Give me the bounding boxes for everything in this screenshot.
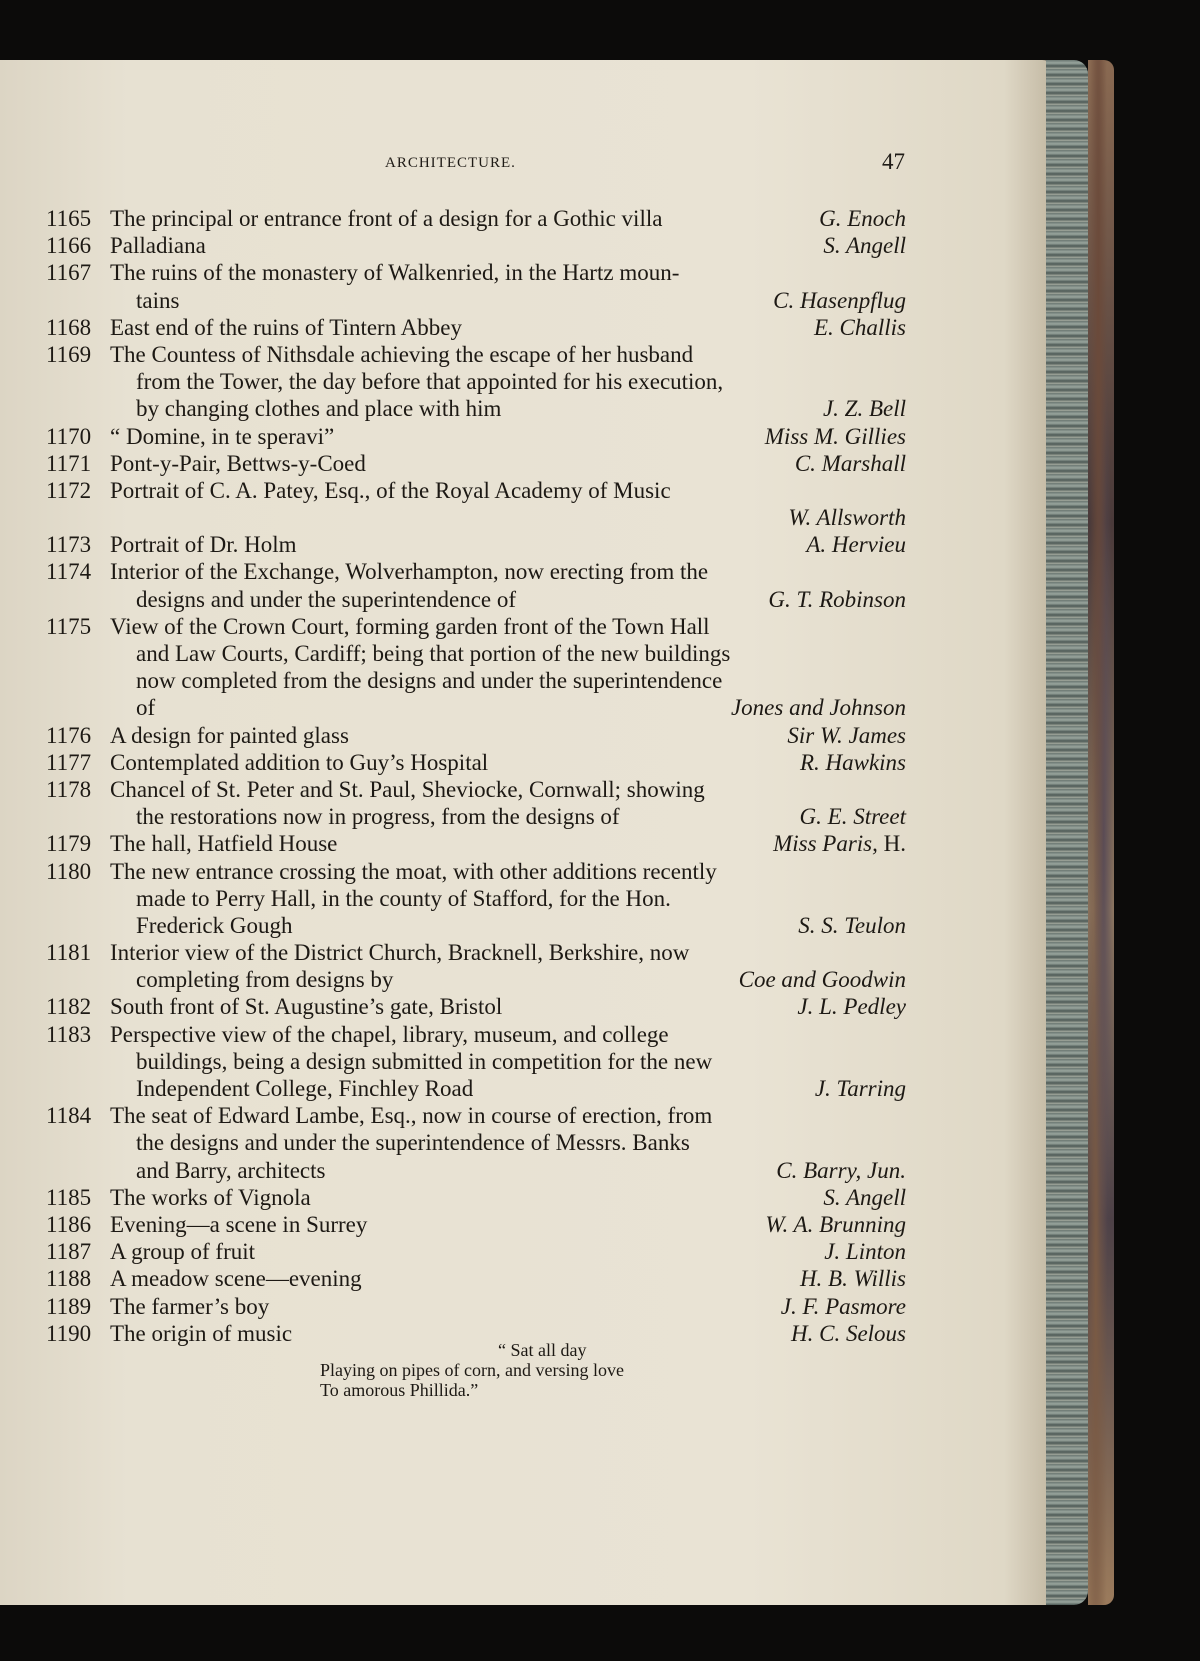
catalogue-entry (46, 423, 906, 450)
entry-number: 1184 (46, 1103, 92, 1129)
entry-number: 1169 (46, 341, 92, 367)
catalogue-entry (46, 341, 906, 423)
artist-name: G. Enoch (819, 206, 906, 231)
entry-artist (823, 395, 906, 422)
catalogue-entry (46, 205, 906, 232)
catalogue-entry (46, 1211, 906, 1238)
artist-name: S. S. Teulon (798, 912, 906, 938)
artist-name: C. Barry, Jun. (776, 1157, 906, 1183)
entry-number: 1181 (46, 940, 92, 966)
entry-line-continued (46, 1157, 906, 1184)
marbled-cover (1088, 60, 1114, 1605)
artist-name: C. Hasenpflug (773, 287, 906, 313)
entry-title-text: View of the Crown Court, forming garden front of the Town Hall (110, 613, 710, 639)
entry-title-text: “ Domine, in te speravi” (110, 423, 335, 449)
entry-title-text: from the Tower, the day before that appointed for his execution, (136, 369, 724, 395)
entry-line-continued (46, 368, 906, 395)
entry-number: 1187 (46, 1239, 92, 1265)
entry-title-text: The origin of music (110, 1320, 293, 1346)
catalogue-entry (46, 993, 906, 1020)
artist-name: J. Z. Bell (822, 396, 906, 422)
entry-line-first (46, 450, 906, 477)
entry-line-continued (46, 586, 906, 613)
entry-title-text: Interior of the Exchange, Wolverhampton, now erecting from the (110, 559, 709, 585)
entry-title-text: Frederick Gough (136, 912, 293, 938)
catalogue-entry (46, 450, 906, 477)
entry-artist (823, 232, 906, 259)
catalogue-entry (46, 1265, 906, 1292)
entry-title-text: Perspective view of the chapel, library, museum, and college (110, 1021, 669, 1047)
artist-name: Miss M. Gillies (764, 423, 906, 449)
entry-artist (819, 205, 906, 232)
catalogue-entry (46, 1102, 906, 1184)
catalogue-entry (46, 1293, 906, 1320)
catalogue-entry (46, 830, 906, 857)
entry-title-text: Contemplated addition to Guy’s Hospital (110, 749, 489, 775)
catalogue-entry (46, 477, 906, 531)
entry-line-continued (46, 287, 906, 314)
entry-number: 1166 (46, 233, 92, 259)
section-title: ARCHITECTURE. (385, 155, 516, 171)
entry-line-continued (46, 1129, 906, 1156)
artist-name: H. C. Selous (791, 1320, 906, 1346)
entry-number: 1189 (46, 1293, 92, 1319)
entry-number: 1174 (46, 559, 92, 585)
entry-title-text: Evening—a scene in Surrey (110, 1211, 368, 1237)
entry-artist (800, 803, 906, 830)
entry-line-first (46, 341, 906, 368)
entry-number: 1165 (46, 206, 92, 231)
entry-line-continued (46, 640, 906, 667)
page-edges (1046, 60, 1088, 1605)
entry-title-text: The works of Vignola (110, 1184, 311, 1210)
entry-line-first (46, 314, 906, 341)
entry-artist (824, 1238, 906, 1265)
epigraph-line: Playing on pipes of corn, and versing love (320, 1360, 624, 1380)
artist-name: J. Linton (824, 1239, 906, 1265)
entry-title-text: A group of fruit (110, 1239, 256, 1265)
entry-artist (791, 1320, 906, 1347)
entry-artist (765, 423, 906, 450)
epigraph (320, 1340, 720, 1400)
entry-artist (797, 993, 906, 1020)
entry-line-continued (46, 694, 906, 721)
entry-line-first (46, 993, 906, 1020)
artist-name: H. B. Willis (799, 1266, 906, 1292)
entry-artist (739, 966, 906, 993)
entry-artist (806, 531, 906, 558)
catalogue-entry (46, 232, 906, 259)
artist-suffix: H. (883, 831, 906, 857)
entry-title-text: South front of St. Augustine’s gate, Bristol (110, 994, 503, 1020)
entry-number: 1185 (46, 1184, 92, 1210)
entry-line-first (46, 1102, 906, 1129)
artist-name: W. A. Brunning (765, 1211, 906, 1237)
entry-number: 1182 (46, 994, 92, 1020)
entry-artist (798, 912, 906, 939)
entry-title-text: East end of the ruins of Tintern Abbey (110, 314, 462, 340)
artist-name: J. L. Pedley (797, 994, 906, 1020)
entry-number: 1171 (46, 450, 92, 476)
entry-title-text: tains (136, 287, 180, 313)
entry-number: 1173 (46, 532, 92, 558)
entry-line-first (46, 205, 906, 232)
entry-title-text: of (136, 695, 156, 721)
entry-number: 1183 (46, 1021, 92, 1047)
entry-line-first (46, 858, 906, 885)
entry-title-text: Chancel of St. Peter and St. Paul, Sheviocke, Cornwall; showing (110, 776, 705, 802)
entry-line-first (46, 477, 906, 504)
catalogue-entry (46, 1184, 906, 1211)
catalogue-entry (46, 314, 906, 341)
artist-name: G. T. Robinson (768, 586, 906, 612)
entry-line-continued (46, 1048, 906, 1075)
entry-line-first (46, 749, 906, 776)
artist-name: Jones and Johnson (730, 695, 906, 721)
artist-name: Sir W. James (787, 722, 906, 748)
entry-line-first (46, 531, 906, 558)
catalogue-entry (46, 858, 906, 940)
entry-artist (773, 830, 906, 857)
entry-line-first (46, 232, 906, 259)
artist-name: S. Angell (823, 233, 906, 259)
entry-number: 1190 (46, 1320, 92, 1346)
artist-name: J. F. Pasmore (780, 1293, 906, 1319)
entry-artist (773, 287, 906, 314)
epigraph-line: “ Sat all day (498, 1340, 587, 1360)
catalogue-entry (46, 1021, 906, 1103)
entry-title-text: The farmer’s boy (110, 1293, 270, 1319)
catalogue-entry (46, 749, 906, 776)
entry-title-text: The hall, Hatfield House (110, 831, 338, 857)
catalogue-list (46, 205, 906, 1347)
entry-title-text: The principal or entrance front of a design for a Gothic villa (110, 206, 663, 231)
entry-artist (787, 722, 906, 749)
catalogue-entry (46, 722, 906, 749)
entry-line-first (46, 1211, 906, 1238)
entry-number: 1177 (46, 749, 92, 775)
entry-line-first (46, 1293, 906, 1320)
entry-artist (814, 314, 906, 341)
entry-artist (781, 1293, 906, 1320)
entry-title-text: buildings, being a design submitted in competition for the new (136, 1048, 713, 1074)
artist-name: E. Challis (813, 314, 906, 340)
entry-line-first (46, 1238, 906, 1265)
artist-name: W. Allsworth (788, 505, 906, 531)
entry-line-continued (46, 885, 906, 912)
entry-artist (800, 1265, 906, 1292)
artist-name: Miss Paris, (773, 831, 878, 857)
entry-title-text: the restorations now in progress, from the designs of (136, 804, 620, 830)
entry-title-text: Independent College, Finchley Road (136, 1076, 474, 1101)
entry-title-text: designs and under the superintendence of (136, 586, 517, 612)
entry-title-text: Pont-y-Pair, Bettws-y-Coed (110, 450, 366, 476)
entry-line-continued (46, 803, 906, 830)
entry-line-continued (46, 966, 906, 993)
entry-line-first (46, 423, 906, 450)
entry-artist (731, 694, 906, 721)
catalogue-entry (46, 613, 906, 722)
entry-title-text: and Barry, architects (136, 1157, 326, 1183)
entry-line-continued (46, 395, 906, 422)
entry-line-first (46, 259, 906, 286)
entry-number: 1176 (46, 722, 92, 748)
entry-artist (823, 1184, 906, 1211)
entry-line-first (46, 830, 906, 857)
entry-line-first (46, 939, 906, 966)
entry-title-text: A design for painted glass (110, 722, 349, 748)
artist-name: A. Hervieu (806, 532, 906, 558)
entry-line-first (46, 558, 906, 585)
artist-name: J. Tarring (814, 1076, 906, 1101)
entry-title-text: Interior view of the District Church, Bracknell, Berkshire, now (110, 940, 690, 966)
entry-title-text: completing from designs by (136, 967, 394, 993)
artist-name: R. Hawkins (799, 749, 906, 775)
entry-line-continued (46, 504, 906, 531)
entry-artist (768, 586, 906, 613)
artist-name: G. E. Street (799, 804, 906, 830)
entry-number: 1188 (46, 1266, 92, 1292)
catalogue-entry (46, 558, 906, 612)
entry-title-text: The ruins of the monastery of Walkenried, in the Hartz moun- (110, 260, 680, 286)
entry-title-text: and Law Courts, Cardiff; being that portion of the new buildings (136, 641, 731, 666)
entry-title-text: the designs and under the superintendence of Messrs. Banks (136, 1130, 690, 1156)
entry-line-first (46, 613, 906, 640)
epigraph-line: To amorous Phillida.” (320, 1380, 479, 1400)
entry-number: 1186 (46, 1211, 92, 1237)
entry-title-text: made to Perry Hall, in the county of Stafford, for the Hon. (136, 885, 671, 911)
catalogue-entry (46, 259, 906, 313)
entry-artist (815, 1075, 906, 1102)
entry-number: 1178 (46, 776, 92, 802)
entry-title-text: Portrait of Dr. Holm (110, 532, 297, 558)
entry-line-first (46, 1184, 906, 1211)
catalogue-entry (46, 531, 906, 558)
entry-number: 1179 (46, 831, 92, 857)
entry-line-first (46, 776, 906, 803)
entry-line-continued (46, 667, 906, 694)
artist-name: Coe and Goodwin (738, 967, 906, 993)
page-number: 47 (882, 149, 905, 174)
entry-artist (800, 749, 906, 776)
entry-title-text: now completed from the designs and under the superintendence (136, 668, 723, 694)
entry-line-continued (46, 912, 906, 939)
entry-line-first (46, 722, 906, 749)
entry-number: 1175 (46, 613, 92, 639)
entry-title-text: Portrait of C. A. Patey, Esq., of the Royal Academy of Music (110, 477, 671, 503)
entry-number: 1167 (46, 260, 92, 286)
running-header (385, 149, 905, 179)
artist-name: S. Angell (823, 1184, 906, 1210)
entry-line-first (46, 1265, 906, 1292)
artist-name: C. Marshall (794, 450, 906, 476)
entry-title-text: The seat of Edward Lambe, Esq., now in course of erection, from (110, 1103, 713, 1129)
entry-number: 1168 (46, 314, 92, 340)
entry-line-continued (46, 1075, 906, 1102)
entry-title-text: Palladiana (110, 233, 206, 259)
entry-number: 1172 (46, 477, 92, 503)
catalogue-entry (46, 776, 906, 830)
entry-artist (788, 504, 906, 531)
entry-title-text: The Countess of Nithsdale achieving the escape of her husband (110, 341, 694, 367)
entry-title-text: The new entrance crossing the moat, with other additions recently (110, 858, 717, 884)
entry-title-text: A meadow scene—evening (110, 1266, 362, 1292)
entry-number: 1180 (46, 858, 92, 884)
entry-artist (776, 1157, 906, 1184)
entry-artist (795, 450, 906, 477)
entry-title-text: by changing clothes and place with him (136, 396, 502, 422)
entry-artist (765, 1211, 906, 1238)
entry-line-first (46, 1021, 906, 1048)
entry-number: 1170 (46, 423, 92, 449)
catalogue-entry (46, 1238, 906, 1265)
catalogue-entry (46, 939, 906, 993)
